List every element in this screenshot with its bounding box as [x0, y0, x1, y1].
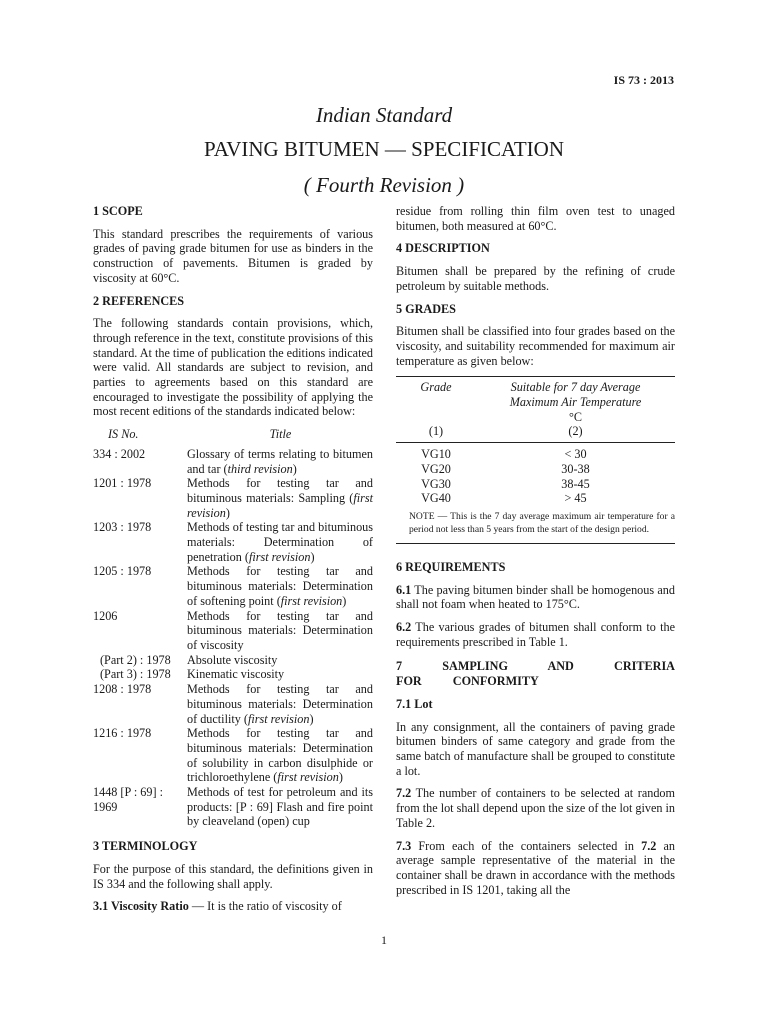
table-colnum-row — [396, 424, 675, 442]
table-note-row — [396, 506, 675, 544]
reference-row — [93, 785, 373, 829]
reference-row — [93, 447, 373, 476]
references-col-isno: IS No. — [108, 427, 139, 442]
table-header-unit: °C — [568, 409, 582, 424]
table-header-temp-line1: Suitable for 7 day Average — [510, 380, 641, 395]
grades-text: Bitumen shall be classified into four grades based on the viscosity, and suitability recommended for maximum air temperature as given below: — [396, 324, 675, 368]
reference-row — [93, 520, 373, 564]
table-cell-temp: 30-38 — [561, 461, 590, 476]
document-number: IS 73 : 2013 — [613, 73, 674, 87]
table-cell-temp: < 30 — [564, 447, 587, 462]
reference-number: (Part 2) : 1978 — [100, 652, 171, 667]
reference-number: 1216 : 1978 — [93, 726, 152, 741]
section-heading-terminology: 3 TERMINOLOGY — [93, 839, 198, 854]
section-heading-sampling: 7 SAMPLING AND CRITERIA FOR CONFORMITY — [396, 659, 675, 689]
table-cell-grade: VG30 — [421, 476, 451, 491]
section-heading-grades: 5 GRADES — [396, 301, 456, 316]
lot-text: In any consignment, all the containers of paving grade bitumen binders of same category and grade from the same batch of manufacture shall be grouped to constitute a lot. — [396, 719, 675, 778]
reference-number: 1205 : 1978 — [93, 564, 152, 579]
reference-number: 1208 : 1978 — [93, 682, 152, 697]
sampling-7-3: 7.3 From each of the containers selected in 7.2 an average sample representative of the material in the container shall be drawn in accordance with the methods prescribed in IS 1201, taking all the — [396, 838, 675, 897]
reference-title: Methods for testing tar and bituminous materials: Determination of viscosity — [187, 608, 373, 652]
reference-row — [93, 609, 373, 653]
left-column — [93, 204, 373, 922]
section-heading-description: 4 DESCRIPTION — [396, 241, 490, 256]
section-heading-references: 2 REFERENCES — [93, 293, 185, 308]
references-list — [93, 447, 373, 829]
requirement-6-2: 6.2 The various grades of bitumen shall conform to the requirements prescribed in Table 1. — [396, 620, 675, 649]
reference-row — [93, 653, 373, 668]
reference-number: 1203 : 1978 — [93, 520, 152, 535]
reference-title: Kinematic viscosity — [187, 667, 285, 682]
reference-number: 334 : 2002 — [93, 446, 146, 461]
reference-number: (Part 3) : 1978 — [100, 667, 171, 682]
table-header-grade: Grade — [420, 380, 452, 395]
reference-number: 1206 — [93, 608, 118, 623]
reference-row — [93, 682, 373, 726]
description-text: Bitumen shall be prepared by the refining of crude petroleum by suitable methods. — [396, 264, 675, 293]
table-colnum-1: (1) — [428, 424, 444, 439]
table-note: NOTE — This is the 7 day average maximum air temperature for a period not less than 5 years from the start of the design period. — [409, 510, 675, 536]
references-text: The following standards contain provisions, which, through reference in the text, constitute provisions of this standard. At the time of publication the editions indicated were valid. All standards are subject to revision, and parties to agreements based on this standard are encouraged to investigate the possibility of applying the most recent editions of the standards indicated below: — [93, 316, 373, 419]
table-header-row — [396, 377, 675, 395]
right-column — [396, 204, 675, 905]
section-heading-scope: 1 SCOPE — [93, 204, 143, 218]
table-colnum-2: (2) — [568, 424, 583, 439]
reference-title: Methods of test for petroleum and its products: [P : 69] Flash and fire point by cleaveland (open) cup — [187, 785, 373, 829]
sampling-7-2: 7.2 The number of containers to be selected at random from the lot shall depend upon the size of the lot given in Table 2. — [396, 786, 675, 830]
standard-label: Indian Standard — [315, 103, 453, 127]
revision-label: ( Fourth Revision ) — [303, 173, 465, 197]
table-cell-temp: 38-45 — [561, 476, 590, 491]
reference-row — [93, 667, 373, 682]
subsection-heading-lot: 7.1 Lot — [396, 696, 433, 711]
table-row — [396, 462, 675, 477]
reference-title: Methods for testing tar and bituminous materials: Determination of ductility (first revision) — [187, 682, 373, 726]
table-cell-grade: VG20 — [421, 461, 451, 476]
table-cell-grade: VG40 — [421, 491, 451, 506]
scope-text: This standard prescribes the requirements of various grades of paving grade bitumen for use as binders in the construction of pavements. Bitumen is graded by viscosity at 60°C. — [93, 226, 373, 285]
table-row — [396, 443, 675, 462]
table-header-row — [396, 410, 675, 425]
requirement-6-1: 6.1 The paving bitumen binder shall be homogenous and shall not foam when heated to 175°C. — [396, 582, 675, 612]
table-cell-temp: > 45 — [564, 491, 587, 506]
definition-viscosity-ratio: 3.1 Viscosity Ratio — It is the ratio of viscosity of — [93, 899, 342, 914]
terminology-text: For the purpose of this standard, the definitions given in IS 334 and the following shall apply. — [93, 861, 373, 891]
grades-table — [396, 376, 675, 554]
reference-row — [93, 726, 373, 785]
document-title: PAVING BITUMEN — SPECIFICATION — [204, 137, 564, 161]
table-header-row — [396, 395, 675, 410]
references-col-title: Title — [269, 427, 292, 442]
reference-title: Methods for testing tar and bituminous materials: Determination of softening point (first revision) — [187, 564, 373, 608]
reference-title: Methods for testing tar and bituminous materials: Sampling (first revision) — [187, 476, 373, 520]
reference-row — [93, 564, 373, 608]
reference-number: 1201 : 1978 — [93, 476, 152, 491]
references-header — [93, 427, 373, 442]
table-row — [396, 477, 675, 492]
reference-title: Absolute viscosity — [187, 652, 278, 667]
table-header-temp-line2: Maximum Air Temperature — [509, 395, 642, 410]
definition-continuation: residue from rolling thin film oven test to unaged bitumen, both measured at 60°C. — [396, 204, 675, 233]
reference-number: 1448 [P : 69] : 1969 — [93, 785, 163, 814]
table-row — [396, 491, 675, 506]
section-heading-requirements: 6 REQUIREMENTS — [396, 559, 506, 574]
reference-title: Glossary of terms relating to bitumen and tar (third revision) — [187, 446, 373, 476]
reference-title: Methods of testing tar and bituminous materials: Determination of penetration (first revision) — [187, 520, 373, 564]
reference-row — [93, 476, 373, 520]
page-number: 1 — [381, 933, 387, 947]
table-cell-grade: VG10 — [421, 447, 451, 462]
reference-title: Methods for testing tar and bituminous materials: Determination of solubility in carbon disulphide or trichloroethylene (first revision) — [187, 726, 373, 785]
